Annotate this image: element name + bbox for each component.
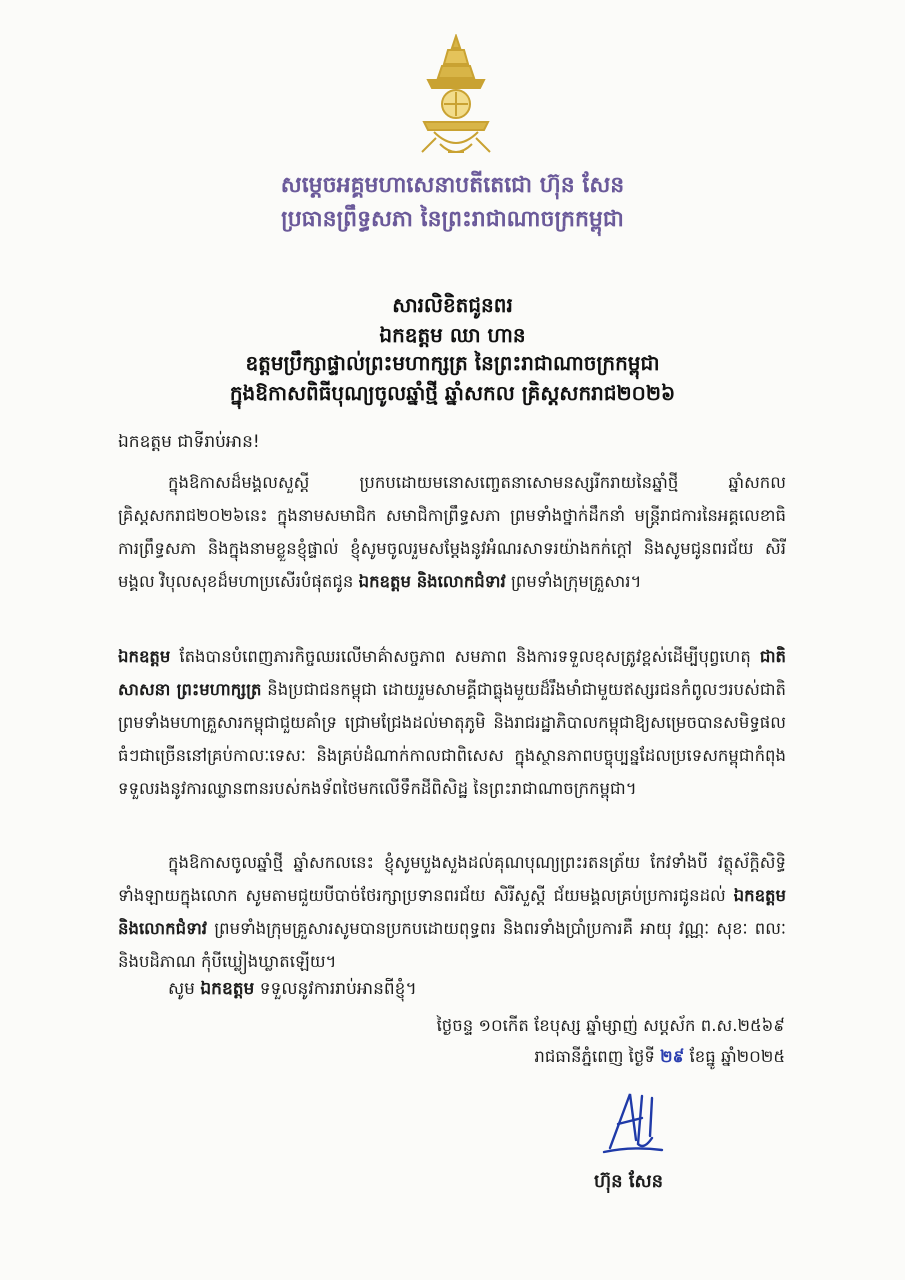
place-date-month-year: ខែធ្នូ ឆ្នាំ២០២៥ bbox=[689, 1047, 785, 1066]
paragraph-1-recipients: ឯកឧត្តម និងលោកជំទាវ bbox=[358, 572, 506, 591]
issuer-name: សម្តេចអគ្គមហាសេនាបតីតេជោ ហ៊ុន សែន bbox=[280, 173, 625, 198]
signer-name: ហ៊ុន សែន bbox=[594, 1171, 664, 1192]
letter-title: សារលិខិតជូនពរ bbox=[392, 293, 513, 317]
closing-recipient: ឯកឧត្តម bbox=[200, 979, 255, 999]
paragraph-2 bbox=[118, 640, 786, 805]
paragraph-2-end: និងប្រជាជនកម្ពុជា ដោយរួមសាមគ្គីជាធ្លុងមួយដ៏រឹងមាំជាមួយឥស្សរជនកំពូលៗរបស់ជាតិ ព្រមទាំងមហាគ្រួសារកម្ពុជាជួយគាំទ្រ ជ្រោមជ្រែងដល់មាតុភូមិ និងរាជរដ្ឋាភិបាលកម្ពុជាឱ្យសម្រេចបានសមិទ្ធផលធំៗជាច្រើននៅគ្រប់កាលៈទេសៈ និងគ្រប់ដំណាក់កាលជាពិសេស ក្នុងស្ថានភាពបច្ចុប្បន្នដែលប្រទេសកម្ពុជាកំពុងទទួលរងនូវការឈ្លានពានរបស់កងទ័ពថៃមកលើទឹកដីពិសិដ្ឋ នៃព្រះរាជាណាចក្រកម្ពុជា។ bbox=[118, 680, 787, 798]
lunar-date: ថ្ងៃចន្ទ ១០កើត ខែបុស្ស ឆ្នាំម្សាញ់ សប្តស័ក ព.ស.២៥៦៩ bbox=[436, 1016, 785, 1035]
closing-text: ទទួលនូវការរាប់អានពីខ្ញុំ។ bbox=[259, 979, 417, 999]
handwritten-signature-icon bbox=[596, 1088, 668, 1158]
closing-line bbox=[168, 975, 417, 1003]
paragraph-3-end: ព្រមទាំងក្រុមគ្រួសារសូមបានប្រកបដោយពុទ្ធពរ និងពរទាំងប្រាំប្រការគឺ អាយុ វណ្ណៈ សុខៈ ពលៈ និងបដិភាណ កុំបីឃ្លៀងឃ្លាតឡើយ។ bbox=[118, 919, 786, 971]
paragraph-2-text: តែងបានបំពេញភារកិច្ចឈរលើមាគ៌ាសច្ចភាព សមភាព និងការទទួលខុសត្រូវខ្ពស់ដើម្បីបុព្វហេតុ bbox=[179, 647, 751, 666]
place-date-prefix: រាជធានីភ្នំពេញ ថ្ងៃទី bbox=[534, 1047, 655, 1066]
recipient-name: ឯកឧត្តម ឈា ហាន bbox=[379, 323, 526, 347]
place-date bbox=[534, 1043, 785, 1071]
paragraph-2-recipient: ឯកឧត្តម bbox=[118, 647, 171, 666]
senate-emblem-icon bbox=[414, 34, 498, 162]
paragraph-2-motto: ជាតិ សាសនា ព្រះមហាក្សត្រ bbox=[118, 647, 787, 699]
issuer-title: ប្រធានព្រឹទ្ធសភា នៃព្រះរាជាណាចក្រកម្ពុជា bbox=[281, 207, 624, 232]
place-date-day: ២៩ bbox=[660, 1047, 685, 1066]
paragraph-1-text: ក្នុងឱកាសដ៏មង្គលសួស្តី ប្រកបដោយមនោសញ្ចេតនាសោមនស្សរីករាយនៃឆ្នាំថ្មី ឆ្នាំសកល គ្រិស្តសករាជ២០២៦នេះ ក្នុងនាមសមាជិក សមាជិកាព្រឹទ្ធសភា ព្រមទាំងថ្នាក់ដឹកនាំ មន្ត្រីរាជការនៃអគ្គលេខាធិការព្រឹទ្ធសភា និងក្នុងនាមខ្លួនខ្ញុំផ្ទាល់ ខ្ញុំសូមចូលរួមសម្តែងនូវអំណរសាទរយ៉ាងកក់ក្តៅ និងសូមជូនពរជ័យ សិរីមង្គល វិបុលសុខដ៏មហាប្រសើរបំផុតជូន bbox=[118, 473, 786, 591]
paragraph-3 bbox=[118, 846, 786, 978]
paragraph-1-end: ព្រមទាំងក្រុមគ្រួសារ។ bbox=[510, 572, 642, 591]
paragraph-3-text: ក្នុងឱកាសចូលឆ្នាំថ្មី ឆ្នាំសកលនេះ ខ្ញុំសូមបួងសួងដល់គុណបុណ្យព្រះរតនត្រ័យ កែវទាំងបី វត្ថុស័ក្តិសិទ្ធិទាំងឡាយក្នុងលោក សូមតាមជួយបីបាច់ថែរក្សាប្រទានពរជ័យ សិរីសួស្តី ជ័យមង្គលគ្រប់ប្រការជូនដល់ bbox=[118, 853, 786, 905]
recipient-title: ឧត្តមប្រឹក្សាផ្ទាល់ព្រះមហាក្សត្រ នៃព្រះរាជាណាចក្រកម្ពុជា bbox=[245, 351, 660, 375]
paragraph-1 bbox=[118, 466, 786, 598]
paragraph-3-recipients: ឯកឧត្តម និងលោកជំទាវ bbox=[118, 886, 786, 938]
closing-prefix: សូម bbox=[168, 979, 195, 999]
occasion-line: ក្នុងឱកាសពិធីបុណ្យចូលឆ្នាំថ្មី ឆ្នាំសកល គ្រិស្តសករាជ២០២៦ bbox=[229, 381, 676, 405]
salutation: ឯកឧត្តម ជាទីរាប់អាន! bbox=[118, 432, 260, 452]
